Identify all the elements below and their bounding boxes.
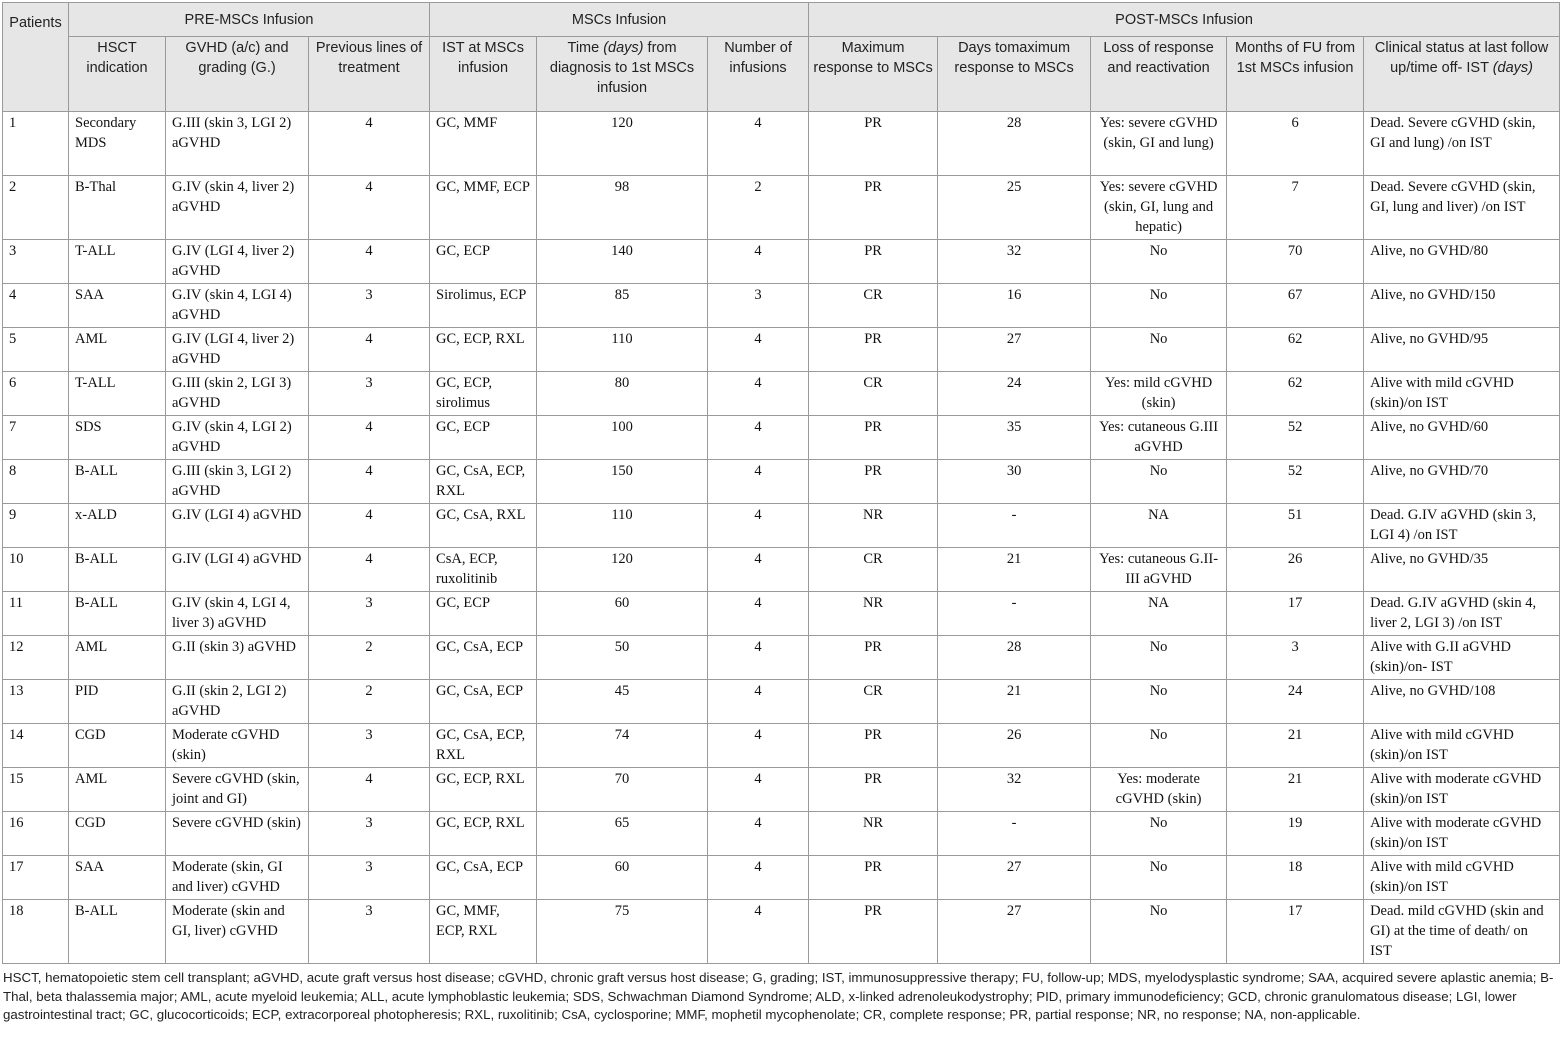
cell-ist-at-infusion: GC, ECP: [430, 416, 537, 460]
cell-ist-at-infusion: GC, ECP: [430, 592, 537, 636]
cell-ist-at-infusion: Sirolimus, ECP: [430, 284, 537, 328]
cell-hsct-indication: T-ALL: [69, 372, 166, 416]
cell-gvhd-grading: G.IV (skin 4, LGI 2) aGVHD: [166, 416, 309, 460]
cell-gvhd-grading: G.IV (LGI 4) aGVHD: [166, 504, 309, 548]
header-group-post: POST-MSCs Infusion: [809, 3, 1560, 37]
cell-hsct-indication: AML: [69, 636, 166, 680]
cell-gvhd-grading: G.IV (skin 4, LGI 4, liver 3) aGVHD: [166, 592, 309, 636]
cell-loss-of-response: No: [1091, 240, 1227, 284]
cell-maximum-response: PR: [809, 416, 938, 460]
header-patients: Patients: [3, 3, 69, 112]
cell-previous-lines: 3: [309, 592, 430, 636]
cell-clinical-status: Alive, no GVHD/108: [1364, 680, 1560, 724]
table-row: [3, 328, 1560, 372]
cell-days-to-max-response: 27: [938, 900, 1091, 964]
cell-time-from-diagnosis: 100: [537, 416, 708, 460]
cell-ist-at-infusion: GC, CsA, ECP, RXL: [430, 724, 537, 768]
cell-ist-at-infusion: GC, CsA, RXL: [430, 504, 537, 548]
cell-maximum-response: PR: [809, 328, 938, 372]
cell-maximum-response: NR: [809, 812, 938, 856]
cell-patient: 3: [3, 240, 69, 284]
cell-hsct-indication: SDS: [69, 416, 166, 460]
cell-loss-of-response: Yes: severe cGVHD (skin, GI and lung): [1091, 112, 1227, 176]
cell-patient: 8: [3, 460, 69, 504]
cell-number-of-infusions: 4: [708, 724, 809, 768]
cell-gvhd-grading: Severe cGVHD (skin): [166, 812, 309, 856]
cell-gvhd-grading: G.IV (skin 4, LGI 4) aGVHD: [166, 284, 309, 328]
table-row: [3, 112, 1560, 176]
cell-days-to-max-response: 28: [938, 636, 1091, 680]
cell-patient: 15: [3, 768, 69, 812]
cell-hsct-indication: CGD: [69, 812, 166, 856]
table-row: [3, 504, 1560, 548]
cell-gvhd-grading: Moderate cGVHD (skin): [166, 724, 309, 768]
cell-number-of-infusions: 4: [708, 112, 809, 176]
table-row: [3, 416, 1560, 460]
cell-hsct-indication: B-Thal: [69, 176, 166, 240]
cell-number-of-infusions: 4: [708, 548, 809, 592]
cell-days-to-max-response: -: [938, 812, 1091, 856]
table-footnote: HSCT, hematopoietic stem cell transplant; aGVHD, acute graft versus host disease; cGVHD, chronic graft versus host disease; G, grading; IST, immunosuppressive therapy; FU, follow-up; MDS, myelodysplastic syndrome; SAA, acquired severe aplastic anemia; B-Thal, beta thalassemia major; AML, acute myeloid leukemia; ALL, acute lymphoblastic leukemia; SDS, Schwachman Diamond Syndrome; ALD, x-linked adrenoleukodystrophy; PID, primary immunodeficiency; GCD, chronic granulomatous disease; LGI, lower gastrointestinal tract; GC, glucocorticoids; ECP, extracorporeal photopheresis; RXL, ruxolitinib; CsA, cyclosporine; MMF, mophetil mycophenolate; CR, complete response; PR, partial response; NR, no response; NA, non-applicable.: [3, 970, 1554, 1022]
table-row: [3, 284, 1560, 328]
cell-patient: 18: [3, 900, 69, 964]
table-row: [3, 724, 1560, 768]
header-ist-at-infusion: IST at MSCs infusion: [430, 37, 537, 112]
cell-months-of-fu: 62: [1227, 328, 1364, 372]
cell-patient: 6: [3, 372, 69, 416]
cell-time-from-diagnosis: 150: [537, 460, 708, 504]
cell-patient: 10: [3, 548, 69, 592]
cell-clinical-status: Dead. G.IV aGVHD (skin 3, LGI 4) /on IST: [1364, 504, 1560, 548]
cell-time-from-diagnosis: 45: [537, 680, 708, 724]
cell-clinical-status: Alive with mild cGVHD (skin)/on IST: [1364, 372, 1560, 416]
cell-ist-at-infusion: GC, CsA, ECP, RXL: [430, 460, 537, 504]
cell-days-to-max-response: 21: [938, 680, 1091, 724]
cell-number-of-infusions: 3: [708, 284, 809, 328]
cell-patient: 2: [3, 176, 69, 240]
cell-clinical-status: Alive with moderate cGVHD (skin)/on IST: [1364, 812, 1560, 856]
cell-time-from-diagnosis: 70: [537, 768, 708, 812]
cell-time-from-diagnosis: 60: [537, 856, 708, 900]
cell-clinical-status: Alive, no GVHD/80: [1364, 240, 1560, 284]
cell-clinical-status: Alive, no GVHD/150: [1364, 284, 1560, 328]
cell-patient: 9: [3, 504, 69, 548]
cell-days-to-max-response: -: [938, 592, 1091, 636]
cell-time-from-diagnosis: 75: [537, 900, 708, 964]
cell-loss-of-response: Yes: mild cGVHD (skin): [1091, 372, 1227, 416]
cell-hsct-indication: CGD: [69, 724, 166, 768]
cell-number-of-infusions: 4: [708, 900, 809, 964]
cell-loss-of-response: No: [1091, 812, 1227, 856]
cell-gvhd-grading: G.II (skin 2, LGI 2) aGVHD: [166, 680, 309, 724]
cell-clinical-status: Alive, no GVHD/70: [1364, 460, 1560, 504]
cell-previous-lines: 4: [309, 176, 430, 240]
cell-gvhd-grading: Moderate (skin and GI, liver) cGVHD: [166, 900, 309, 964]
table-row: [3, 176, 1560, 240]
cell-number-of-infusions: 4: [708, 460, 809, 504]
cell-patient: 5: [3, 328, 69, 372]
cell-maximum-response: PR: [809, 240, 938, 284]
cell-patient: 1: [3, 112, 69, 176]
cell-ist-at-infusion: GC, CsA, ECP: [430, 856, 537, 900]
cell-days-to-max-response: 21: [938, 548, 1091, 592]
header-number-of-infusions: Number of infusions: [708, 37, 809, 112]
cell-ist-at-infusion: GC, MMF: [430, 112, 537, 176]
cell-number-of-infusions: 4: [708, 592, 809, 636]
cell-time-from-diagnosis: 120: [537, 112, 708, 176]
table-body: [3, 112, 1560, 964]
table-row: [3, 548, 1560, 592]
cell-ist-at-infusion: GC, ECP, sirolimus: [430, 372, 537, 416]
cell-days-to-max-response: -: [938, 504, 1091, 548]
cell-days-to-max-response: 26: [938, 724, 1091, 768]
cell-months-of-fu: 21: [1227, 724, 1364, 768]
cell-hsct-indication: x-ALD: [69, 504, 166, 548]
cell-hsct-indication: B-ALL: [69, 592, 166, 636]
cell-loss-of-response: No: [1091, 900, 1227, 964]
cell-gvhd-grading: G.IV (skin 4, liver 2) aGVHD: [166, 176, 309, 240]
cell-previous-lines: 4: [309, 240, 430, 284]
cell-patient: 13: [3, 680, 69, 724]
cell-patient: 17: [3, 856, 69, 900]
cell-months-of-fu: 17: [1227, 900, 1364, 964]
cell-previous-lines: 3: [309, 284, 430, 328]
cell-clinical-status: Alive with mild cGVHD (skin)/on IST: [1364, 856, 1560, 900]
cell-maximum-response: PR: [809, 856, 938, 900]
cell-previous-lines: 3: [309, 812, 430, 856]
cell-months-of-fu: 51: [1227, 504, 1364, 548]
cell-months-of-fu: 18: [1227, 856, 1364, 900]
cell-maximum-response: PR: [809, 112, 938, 176]
cell-gvhd-grading: G.III (skin 3, LGI 2) aGVHD: [166, 460, 309, 504]
cell-ist-at-infusion: GC, CsA, ECP: [430, 636, 537, 680]
cell-maximum-response: PR: [809, 900, 938, 964]
cell-previous-lines: 3: [309, 372, 430, 416]
table-row: [3, 900, 1560, 964]
cell-loss-of-response: No: [1091, 460, 1227, 504]
cell-months-of-fu: 19: [1227, 812, 1364, 856]
header-gvhd-grading: GVHD (a/c) and grading (G.): [166, 37, 309, 112]
header-group-pre: PRE-MSCs Infusion: [69, 3, 430, 37]
cell-months-of-fu: 24: [1227, 680, 1364, 724]
cell-previous-lines: 4: [309, 768, 430, 812]
cell-days-to-max-response: 35: [938, 416, 1091, 460]
cell-hsct-indication: AML: [69, 768, 166, 812]
table-row: [3, 856, 1560, 900]
cell-days-to-max-response: 16: [938, 284, 1091, 328]
cell-clinical-status: Dead. Severe cGVHD (skin, GI, lung and liver) /on IST: [1364, 176, 1560, 240]
cell-time-from-diagnosis: 74: [537, 724, 708, 768]
cell-patient: 14: [3, 724, 69, 768]
cell-number-of-infusions: 4: [708, 328, 809, 372]
cell-patient: 11: [3, 592, 69, 636]
table-row: [3, 680, 1560, 724]
cell-days-to-max-response: 32: [938, 240, 1091, 284]
cell-time-from-diagnosis: 120: [537, 548, 708, 592]
cell-months-of-fu: 26: [1227, 548, 1364, 592]
cell-time-from-diagnosis: 140: [537, 240, 708, 284]
cell-days-to-max-response: 28: [938, 112, 1091, 176]
cell-maximum-response: PR: [809, 176, 938, 240]
cell-ist-at-infusion: GC, MMF, ECP, RXL: [430, 900, 537, 964]
cell-previous-lines: 4: [309, 416, 430, 460]
cell-maximum-response: CR: [809, 680, 938, 724]
cell-hsct-indication: PID: [69, 680, 166, 724]
header-maximum-response: Maximum response to MSCs: [809, 37, 938, 112]
cell-time-from-diagnosis: 80: [537, 372, 708, 416]
table-container: [2, 2, 1559, 964]
cell-number-of-infusions: 4: [708, 416, 809, 460]
cell-loss-of-response: No: [1091, 856, 1227, 900]
cell-days-to-max-response: 24: [938, 372, 1091, 416]
cell-previous-lines: 2: [309, 680, 430, 724]
cell-loss-of-response: Yes: cutaneous G.II-III aGVHD: [1091, 548, 1227, 592]
cell-number-of-infusions: 4: [708, 372, 809, 416]
cell-ist-at-infusion: GC, CsA, ECP: [430, 680, 537, 724]
header-days-to-max-response: Days tomaximum response to MSCs: [938, 37, 1091, 112]
cell-months-of-fu: 6: [1227, 112, 1364, 176]
cell-hsct-indication: SAA: [69, 856, 166, 900]
cell-maximum-response: PR: [809, 460, 938, 504]
cell-gvhd-grading: G.IV (LGI 4, liver 2) aGVHD: [166, 328, 309, 372]
cell-gvhd-grading: Severe cGVHD (skin, joint and GI): [166, 768, 309, 812]
table-row: [3, 636, 1560, 680]
cell-gvhd-grading: G.II (skin 3) aGVHD: [166, 636, 309, 680]
table-row: [3, 372, 1560, 416]
table-header: [3, 3, 1560, 112]
header-clinical-status: Clinical status at last follow up/time off- IST (days): [1364, 37, 1560, 112]
cell-maximum-response: CR: [809, 372, 938, 416]
cell-time-from-diagnosis: 50: [537, 636, 708, 680]
cell-loss-of-response: Yes: moderate cGVHD (skin): [1091, 768, 1227, 812]
cell-clinical-status: Alive, no GVHD/95: [1364, 328, 1560, 372]
cell-months-of-fu: 70: [1227, 240, 1364, 284]
cell-loss-of-response: No: [1091, 328, 1227, 372]
cell-loss-of-response: No: [1091, 724, 1227, 768]
cell-hsct-indication: B-ALL: [69, 900, 166, 964]
cell-loss-of-response: Yes: severe cGVHD (skin, GI, lung and hepatic): [1091, 176, 1227, 240]
header-loss-of-response: Loss of response and reactivation: [1091, 37, 1227, 112]
cell-time-from-diagnosis: 60: [537, 592, 708, 636]
cell-number-of-infusions: 4: [708, 856, 809, 900]
cell-maximum-response: NR: [809, 504, 938, 548]
cell-loss-of-response: NA: [1091, 592, 1227, 636]
header-group-msc: MSCs Infusion: [430, 3, 809, 37]
cell-clinical-status: Alive with moderate cGVHD (skin)/on IST: [1364, 768, 1560, 812]
cell-number-of-infusions: 2: [708, 176, 809, 240]
cell-maximum-response: CR: [809, 548, 938, 592]
cell-months-of-fu: 21: [1227, 768, 1364, 812]
cell-patient: 4: [3, 284, 69, 328]
cell-time-from-diagnosis: 98: [537, 176, 708, 240]
cell-ist-at-infusion: GC, ECP, RXL: [430, 328, 537, 372]
cell-hsct-indication: B-ALL: [69, 460, 166, 504]
header-previous-lines: Previous lines of treatment: [309, 37, 430, 112]
table-row: [3, 240, 1560, 284]
cell-days-to-max-response: 27: [938, 328, 1091, 372]
cell-patient: 7: [3, 416, 69, 460]
table-row: [3, 768, 1560, 812]
cell-time-from-diagnosis: 110: [537, 328, 708, 372]
cell-number-of-infusions: 4: [708, 240, 809, 284]
cell-clinical-status: Dead. mild cGVHD (skin and GI) at the time of death/ on IST: [1364, 900, 1560, 964]
cell-ist-at-infusion: CsA, ECP, ruxolitinib: [430, 548, 537, 592]
cell-maximum-response: NR: [809, 592, 938, 636]
cell-months-of-fu: 7: [1227, 176, 1364, 240]
cell-previous-lines: 3: [309, 724, 430, 768]
cell-clinical-status: Dead. Severe cGVHD (skin, GI and lung) /on IST: [1364, 112, 1560, 176]
cell-clinical-status: Alive, no GVHD/60: [1364, 416, 1560, 460]
cell-clinical-status: Alive with mild cGVHD (skin)/on IST: [1364, 724, 1560, 768]
cell-maximum-response: PR: [809, 636, 938, 680]
cell-days-to-max-response: 25: [938, 176, 1091, 240]
cell-loss-of-response: No: [1091, 636, 1227, 680]
cell-ist-at-infusion: GC, MMF, ECP: [430, 176, 537, 240]
cell-previous-lines: 4: [309, 460, 430, 504]
cell-maximum-response: PR: [809, 768, 938, 812]
header-time-from-diagnosis: Time (days) from diagnosis to 1st MSCs infusion: [537, 37, 708, 112]
table-row: [3, 460, 1560, 504]
cell-ist-at-infusion: GC, ECP, RXL: [430, 812, 537, 856]
cell-previous-lines: 4: [309, 548, 430, 592]
cell-maximum-response: PR: [809, 724, 938, 768]
cell-clinical-status: Alive with G.II aGVHD (skin)/on- IST: [1364, 636, 1560, 680]
cell-number-of-infusions: 4: [708, 504, 809, 548]
cell-previous-lines: 4: [309, 328, 430, 372]
cell-hsct-indication: T-ALL: [69, 240, 166, 284]
cell-previous-lines: 3: [309, 856, 430, 900]
cell-months-of-fu: 52: [1227, 460, 1364, 504]
cell-months-of-fu: 52: [1227, 416, 1364, 460]
cell-hsct-indication: B-ALL: [69, 548, 166, 592]
cell-time-from-diagnosis: 85: [537, 284, 708, 328]
cell-time-from-diagnosis: 65: [537, 812, 708, 856]
cell-days-to-max-response: 32: [938, 768, 1091, 812]
cell-previous-lines: 4: [309, 112, 430, 176]
cell-months-of-fu: 62: [1227, 372, 1364, 416]
cell-gvhd-grading: G.III (skin 3, LGI 2) aGVHD: [166, 112, 309, 176]
cell-time-from-diagnosis: 110: [537, 504, 708, 548]
cell-number-of-infusions: 4: [708, 680, 809, 724]
cell-loss-of-response: No: [1091, 680, 1227, 724]
cell-ist-at-infusion: GC, ECP: [430, 240, 537, 284]
cell-previous-lines: 4: [309, 504, 430, 548]
cell-gvhd-grading: G.III (skin 2, LGI 3) aGVHD: [166, 372, 309, 416]
cell-previous-lines: 2: [309, 636, 430, 680]
cell-gvhd-grading: G.IV (LGI 4) aGVHD: [166, 548, 309, 592]
patients-table: [2, 2, 1560, 964]
cell-patient: 12: [3, 636, 69, 680]
table-row: [3, 592, 1560, 636]
cell-hsct-indication: Secondary MDS: [69, 112, 166, 176]
cell-days-to-max-response: 30: [938, 460, 1091, 504]
cell-clinical-status: Alive, no GVHD/35: [1364, 548, 1560, 592]
cell-days-to-max-response: 27: [938, 856, 1091, 900]
cell-months-of-fu: 3: [1227, 636, 1364, 680]
cell-number-of-infusions: 4: [708, 812, 809, 856]
cell-gvhd-grading: Moderate (skin, GI and liver) cGVHD: [166, 856, 309, 900]
cell-ist-at-infusion: GC, ECP, RXL: [430, 768, 537, 812]
cell-months-of-fu: 17: [1227, 592, 1364, 636]
header-hsct-indication: HSCT indication: [69, 37, 166, 112]
table-row: [3, 812, 1560, 856]
cell-loss-of-response: No: [1091, 284, 1227, 328]
cell-patient: 16: [3, 812, 69, 856]
cell-previous-lines: 3: [309, 900, 430, 964]
cell-loss-of-response: NA: [1091, 504, 1227, 548]
cell-hsct-indication: AML: [69, 328, 166, 372]
cell-months-of-fu: 67: [1227, 284, 1364, 328]
cell-number-of-infusions: 4: [708, 636, 809, 680]
cell-gvhd-grading: G.IV (LGI 4, liver 2) aGVHD: [166, 240, 309, 284]
cell-hsct-indication: SAA: [69, 284, 166, 328]
cell-loss-of-response: Yes: cutaneous G.III aGVHD: [1091, 416, 1227, 460]
cell-clinical-status: Dead. G.IV aGVHD (skin 4, liver 2, LGI 3) /on IST: [1364, 592, 1560, 636]
cell-maximum-response: CR: [809, 284, 938, 328]
header-months-of-fu: Months of FU from 1st MSCs infusion: [1227, 37, 1364, 112]
cell-number-of-infusions: 4: [708, 768, 809, 812]
